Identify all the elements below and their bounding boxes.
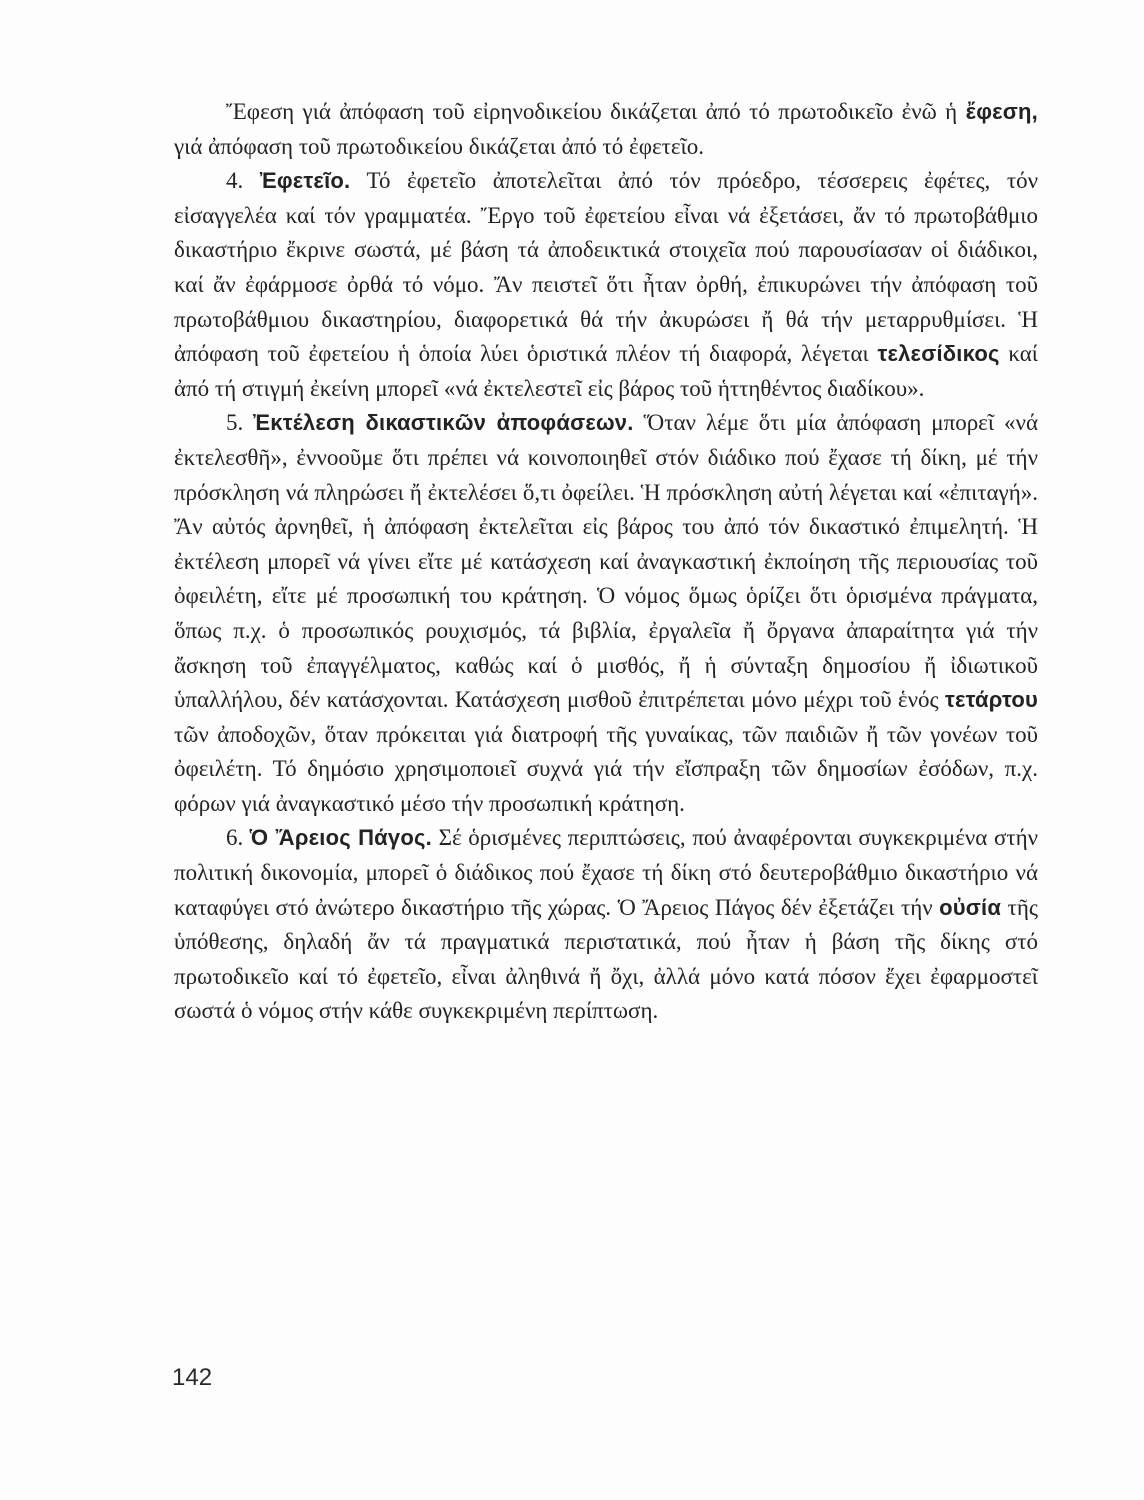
- section-number: 4.: [226, 168, 260, 194]
- paragraph-appeal-intro: [174, 95, 1038, 164]
- paragraph-areios-pagos: [174, 821, 1038, 1029]
- page-number: 142: [172, 1364, 213, 1391]
- text-segment: τῶν ἀποδοχῶν, ὅταν πρόκειται γιά διατροφή τῆς γυναίκας, τῶν παιδιῶν ἤ τῶν γονέων τοῦ ὀφειλέτη. Τό δημόσιο χρησιμοποιεῖ συχνά γιά τήν εἴσπραξη τῶν δημοσίων ἐσόδων, π.χ. φόρων γιά ἀναγκαστικό μέσο τήν προσωπική κράτηση.: [174, 721, 1038, 816]
- paragraph-enforcement: [174, 406, 1038, 821]
- text-segment: Σέ ὁρισμένες περιπτώσεις, πού ἀναφέρονται συγκεκριμένα στήν πολιτική δικονομία, μπορεῖ ὁ διάδικος πού ἔχασε τή δίκη στό δευτεροβάθμιο δικαστήριο νά καταφύγει στό ἀνώτερο δικαστήριο τῆς χώρας. Ὁ Ἄρειος Πάγος δέν ἐξετάζει τήν: [174, 825, 1039, 920]
- bold-term-tetartou: τετάρτου: [944, 687, 1038, 713]
- text-segment: Ἔφεση γιά ἀπόφαση τοῦ εἰρηνοδικείου δικάζεται ἀπό τό πρωτοδικεῖο ἐνῶ ἡ: [226, 99, 966, 124]
- bold-term-telesidikos: τελεσίδικος: [877, 341, 1000, 367]
- text-segment: γιά ἀπόφαση τοῦ πρωτοδικείου δικάζεται ἀπό τό ἐφετεῖο.: [174, 133, 704, 159]
- text-segment: Τό ἐφετεῖο ἀποτελεῖται ἀπό τόν πρόεδρο, τέσσερεις ἐφέτες, τόν εἰσαγγελέα καί τόν γραμματέα. Ἔργο τοῦ ἐφετείου εἶναι νά ἐξετάσει, ἄν τό πρωτοβάθμιο δικαστήριο ἔκρινε σωστά, μέ βάση τά ἀποδεικτικά στοιχεῖα πού παρουσίασαν οἱ διάδικοι, καί ἄν ἐφάρμοσε ὀρθά τό νόμο. Ἄν πειστεῖ ὅτι ἦταν ὀρθή, ἐπικυρώνει τήν ἀπόφαση τοῦ πρωτοβάθμιου δικαστηρίου, διαφορετικά θά τήν ἀκυρώσει ἤ θά τήν μεταρρυθμίσει. Ἡ ἀπόφαση τοῦ ἐφετείου ἡ ὁποία λύει ὁριστικά πλέον τή διαφορά, λέγεται: [174, 168, 1039, 367]
- paragraph-court-of-appeal: [174, 164, 1038, 406]
- text-segment: Ὅταν λέμε ὅτι μία ἀπόφαση μπορεῖ «νά ἐκτελεσθῆ», ἐννοοῦμε ὅτι πρέπει νά κοινοποιηθεῖ στόν διάδικο πού ἔχασε τή δίκη, μέ τήν πρόσκληση νά πληρώσει ἤ ἐκτελέσει ὅ,τι ὀφείλει. Ἡ πρόσκληση αὐτή λέγεται καί «ἐπιταγή». Ἄν αὐτός ἀρνηθεῖ, ἡ ἀπόφαση ἐκτελεῖται εἰς βάρος του ἀπό τόν δικαστικό ἐπιμελητή. Ἡ ἐκτέλεση μπορεῖ νά γίνει εἴτε μέ κατάσχεση καί ἀναγκαστική ἐκποίηση τῆς περιουσίας τοῦ ὀφειλέτη, εἴτε μέ προσωπική του κράτηση. Ὁ νόμος ὅμως ὁρίζει ὅτι ὁρισμένα πράγματα, ὅπως π.χ. ὁ προσωπικός ρουχισμός, τά βιβλία, ἐργαλεῖα ἤ ὄργανα ἀπαραίτητα γιά τήν ἄσκηση τοῦ ἐπαγγέλματος, καθώς καί ὁ μισθός, ἤ ἡ σύνταξη δημοσίου ἤ ἰδιωτικοῦ ὑπαλλήλου, δέν κατάσχονται. Κατάσχεση μισθοῦ ἐπιτρέπεται μόνο μέχρι τοῦ ἑνός: [174, 410, 1039, 713]
- section-heading-ektelesi: Ἐκτέλεση δικαστικῶν ἀποφάσεων.: [253, 410, 634, 436]
- text-segment: τῆς ὑπόθεσης, δηλαδή ἄν τά πραγματικά περιστατικά, πού ἦταν ἡ βάση τῆς δίκης στό πρωτοδικεῖο καί τό ἐφετεῖο, εἶναι ἀληθινά ἤ ὄχι, ἀλλά μόνο κατά πόσον ἔχει ἐφαρμοστεῖ σωστά ὁ νόμος στήν κάθε συγκεκριμένη περίπτωση.: [174, 894, 1038, 1024]
- section-heading-areios-pagos: Ὁ Ἄρειος Πάγος.: [249, 825, 432, 851]
- page-body: [174, 95, 1038, 1029]
- section-heading-efeteio: Ἐφετεῖο.: [259, 168, 351, 194]
- section-number: 5.: [226, 410, 254, 436]
- section-number: 6.: [226, 825, 250, 851]
- text-segment: καί ἀπό τή στιγμή ἐκείνη μπορεῖ «νά ἐκτελεστεῖ εἰς βάρος τοῦ ἡττηθέντος διαδίκου».: [174, 341, 1038, 401]
- bold-term-ousia: οὐσία: [939, 894, 1002, 920]
- bold-term-efesi: ἔφεση,: [965, 99, 1038, 124]
